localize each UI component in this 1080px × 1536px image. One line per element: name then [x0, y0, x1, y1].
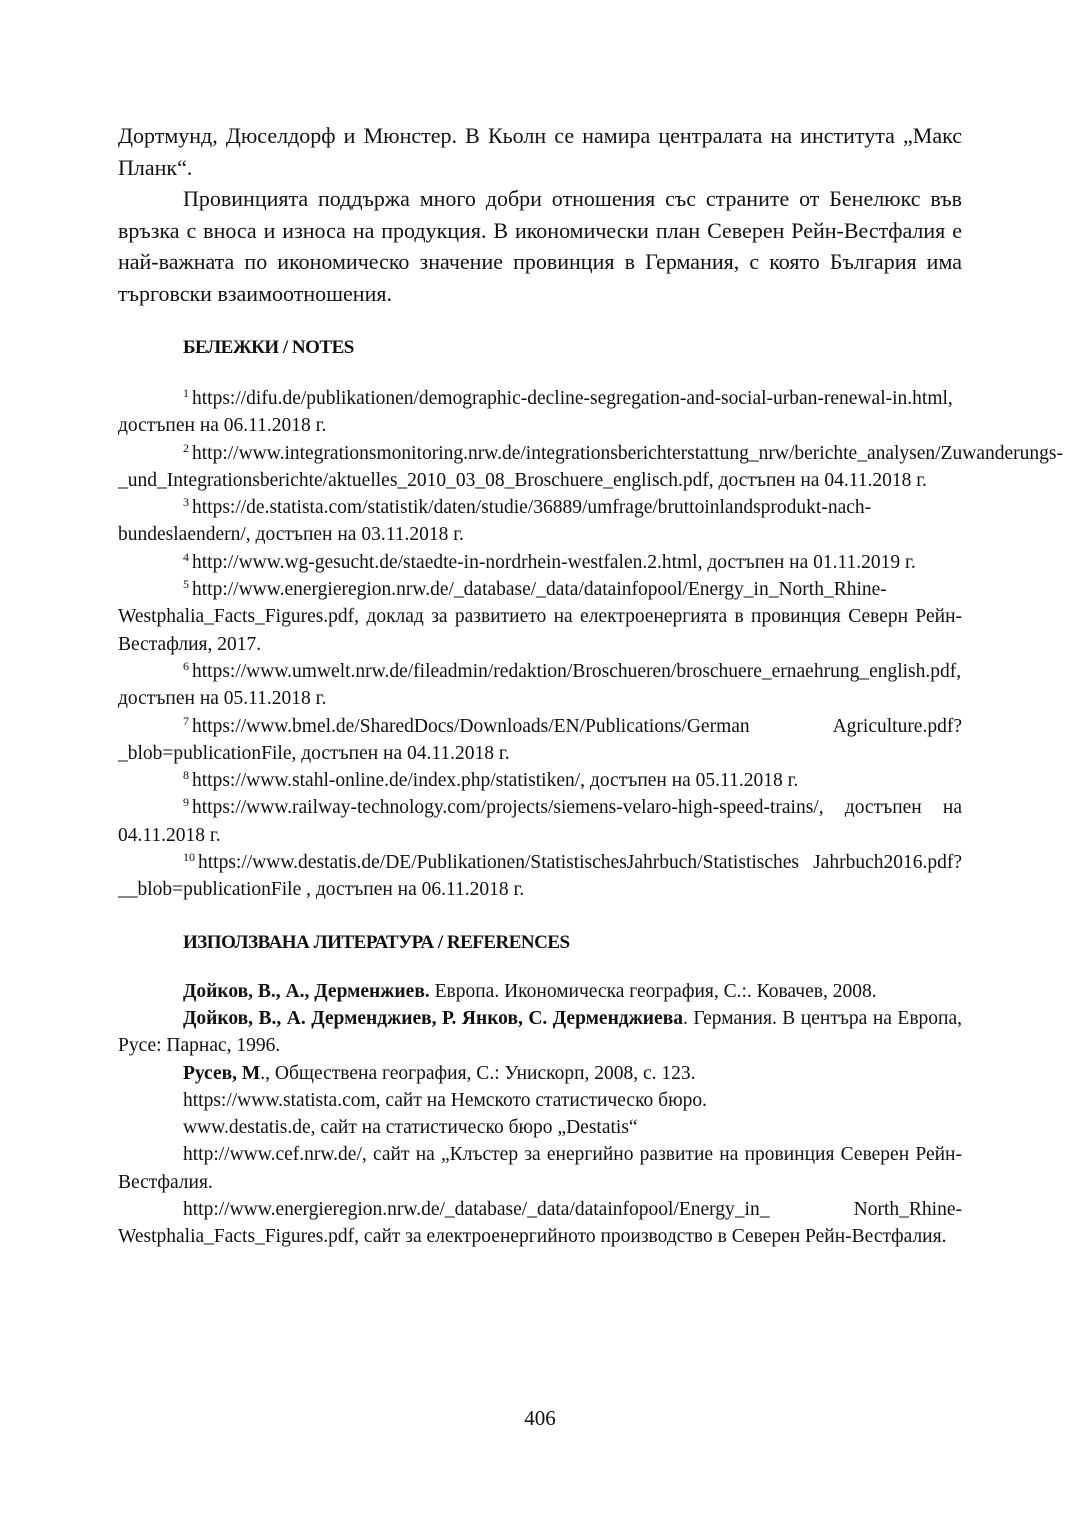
body-paragraph-1: Дортмунд, Дюселдорф и Мюнстер. В Кьолн се намира централата на института „Макс Планк“. [118, 123, 962, 180]
note-text: https://www.railway-technology.com/projects/siemens-velaro-high-speed-trains/, достъпен на 04.11.2018 г. [118, 797, 962, 846]
references-heading: ИЗПОЛЗВАНА ЛИТЕРАТУРА / REFERENCES [183, 931, 570, 953]
reference-item [118, 1196, 962, 1251]
note-item [118, 713, 962, 768]
reference-text: https://www.statista.com, сайт на Немското статистическо бюро. [183, 1089, 708, 1111]
note-item [118, 849, 962, 904]
reference-item [118, 1087, 962, 1114]
page-content [118, 120, 1063, 1251]
note-number: 10 [183, 850, 195, 865]
note-number: 4 [183, 549, 189, 564]
note-item [118, 440, 1063, 495]
note-item [118, 576, 962, 658]
reference-text: http://www.energieregion.nrw.de/_database/_data/datainfopool/Energy_in_ North_Rhine-Westphalia_Facts_Figures.pdf, сайт за електроенергийното производство в Северен Рейн-Вестфалия. [118, 1199, 962, 1248]
note-text: https://www.stahl-online.de/index.php/statistiken/, достъпен на 05.11.2018 г. [192, 770, 799, 792]
reference-item [118, 1114, 962, 1141]
reference-text: Европа. Икономическа география, С.:. Ковачев, 2008. [429, 980, 877, 1002]
reference-text: www.destatis.de, сайт на статистическо бюро „Destatis“ [183, 1117, 638, 1139]
reference-author: Дойков, В., А. Дерменджиев, Р. Янков, С. Дерменджиева [183, 1007, 683, 1029]
note-text: https://www.umwelt.nrw.de/fileadmin/redaktion/Broschueren/broschuere_ernaehrung_english.pdf, достъпен на 05.11.2018 г. [118, 660, 962, 710]
reference-text: ., Обществена география, С.: Унискорп, 2008, с. 123. [260, 1062, 696, 1084]
note-number: 6 [183, 658, 189, 673]
note-number: 8 [183, 768, 189, 783]
note-text: https://de.statista.com/statistik/daten/studie/36889/umfrage/bruttoinlandsprodukt-nach-bundeslaendern/, достъпен на 03.11.2018 г. [118, 497, 872, 546]
references-list [118, 978, 962, 1251]
note-item [118, 494, 962, 549]
note-text: https://www.bmel.de/SharedDocs/Downloads/EN/Publications/German Agriculture.pdf?_blob=publicationFile, достъпен на 04.11.2018 г. [118, 715, 962, 764]
note-text: https://difu.de/publikationen/demographic-decline-segregation-and-social-urban-renewal-in.html, достъпен на 06.11.2018 г. [118, 388, 953, 437]
note-item [118, 385, 962, 440]
note-text: https://www.destatis.de/DE/Publikationen/StatistischesJahrbuch/Statistisches Jahrbuch2016.pdf?__blob=publicationFile , достъпен на 06.11.2018 г. [118, 852, 962, 901]
note-text: http://www.integrationsmonitoring.nrw.de/integrationsberichterstattung_nrw/berichte_analysen/Zuwanderungs-_und_Integrationsberichte/aktuelles_2010_03_08_Broschuere_englisch.pdf, достъпен на 04.11.2018 г. [118, 442, 1063, 491]
reference-item [118, 1005, 962, 1060]
note-number: 2 [183, 440, 189, 455]
note-number: 1 [183, 386, 189, 400]
note-item [118, 549, 962, 576]
reference-author: Русев, М [183, 1062, 261, 1084]
reference-item [118, 1060, 962, 1087]
reference-item [118, 1141, 962, 1196]
page-number: 406 [524, 1406, 556, 1430]
reference-author: Дойков, В., А., Дерменжиев. [183, 980, 430, 1002]
body-paragraph-2: Провинцията поддържа много добри отношения със страните от Бенелюкс във връзка с вноса и износа на продукция. В икономически план Северен Рейн-Вестфалия е най-важната по икономическо значение провинция в Германия, с която България има търговски взаимоотношения. [118, 186, 962, 306]
note-number: 9 [183, 795, 189, 810]
note-number: 5 [183, 577, 189, 592]
note-number: 7 [183, 713, 189, 728]
note-text: http://www.wg-gesucht.de/staedte-in-nordrhein-westfalen.2.html, достъпен на 01.11.2019 г. [192, 551, 916, 573]
note-item [118, 658, 962, 713]
reference-text: http://www.cef.nrw.de/, сайт на „Клъстер за енергийно развитие на провинция Северен Рейн-Вестфалия. [118, 1144, 962, 1193]
note-item [118, 794, 962, 849]
notes-list [118, 385, 1063, 904]
reference-item [118, 978, 962, 1005]
reference-text: . Германия. В центъра на Европа, Русе: Парнас, 1996. [118, 1007, 962, 1057]
note-item [118, 767, 962, 794]
note-number: 3 [183, 495, 189, 510]
notes-heading: БЕЛЕЖКИ / NOTES [183, 337, 354, 358]
note-text: http://www.energieregion.nrw.de/_database/_data/datainfopool/Energy_in_North_Rhine-Westphalia_Facts_Figures.pdf, доклад за развитието на електроенергията в провинция Северн Рейн-Вестафлия, 2017. [118, 579, 962, 655]
